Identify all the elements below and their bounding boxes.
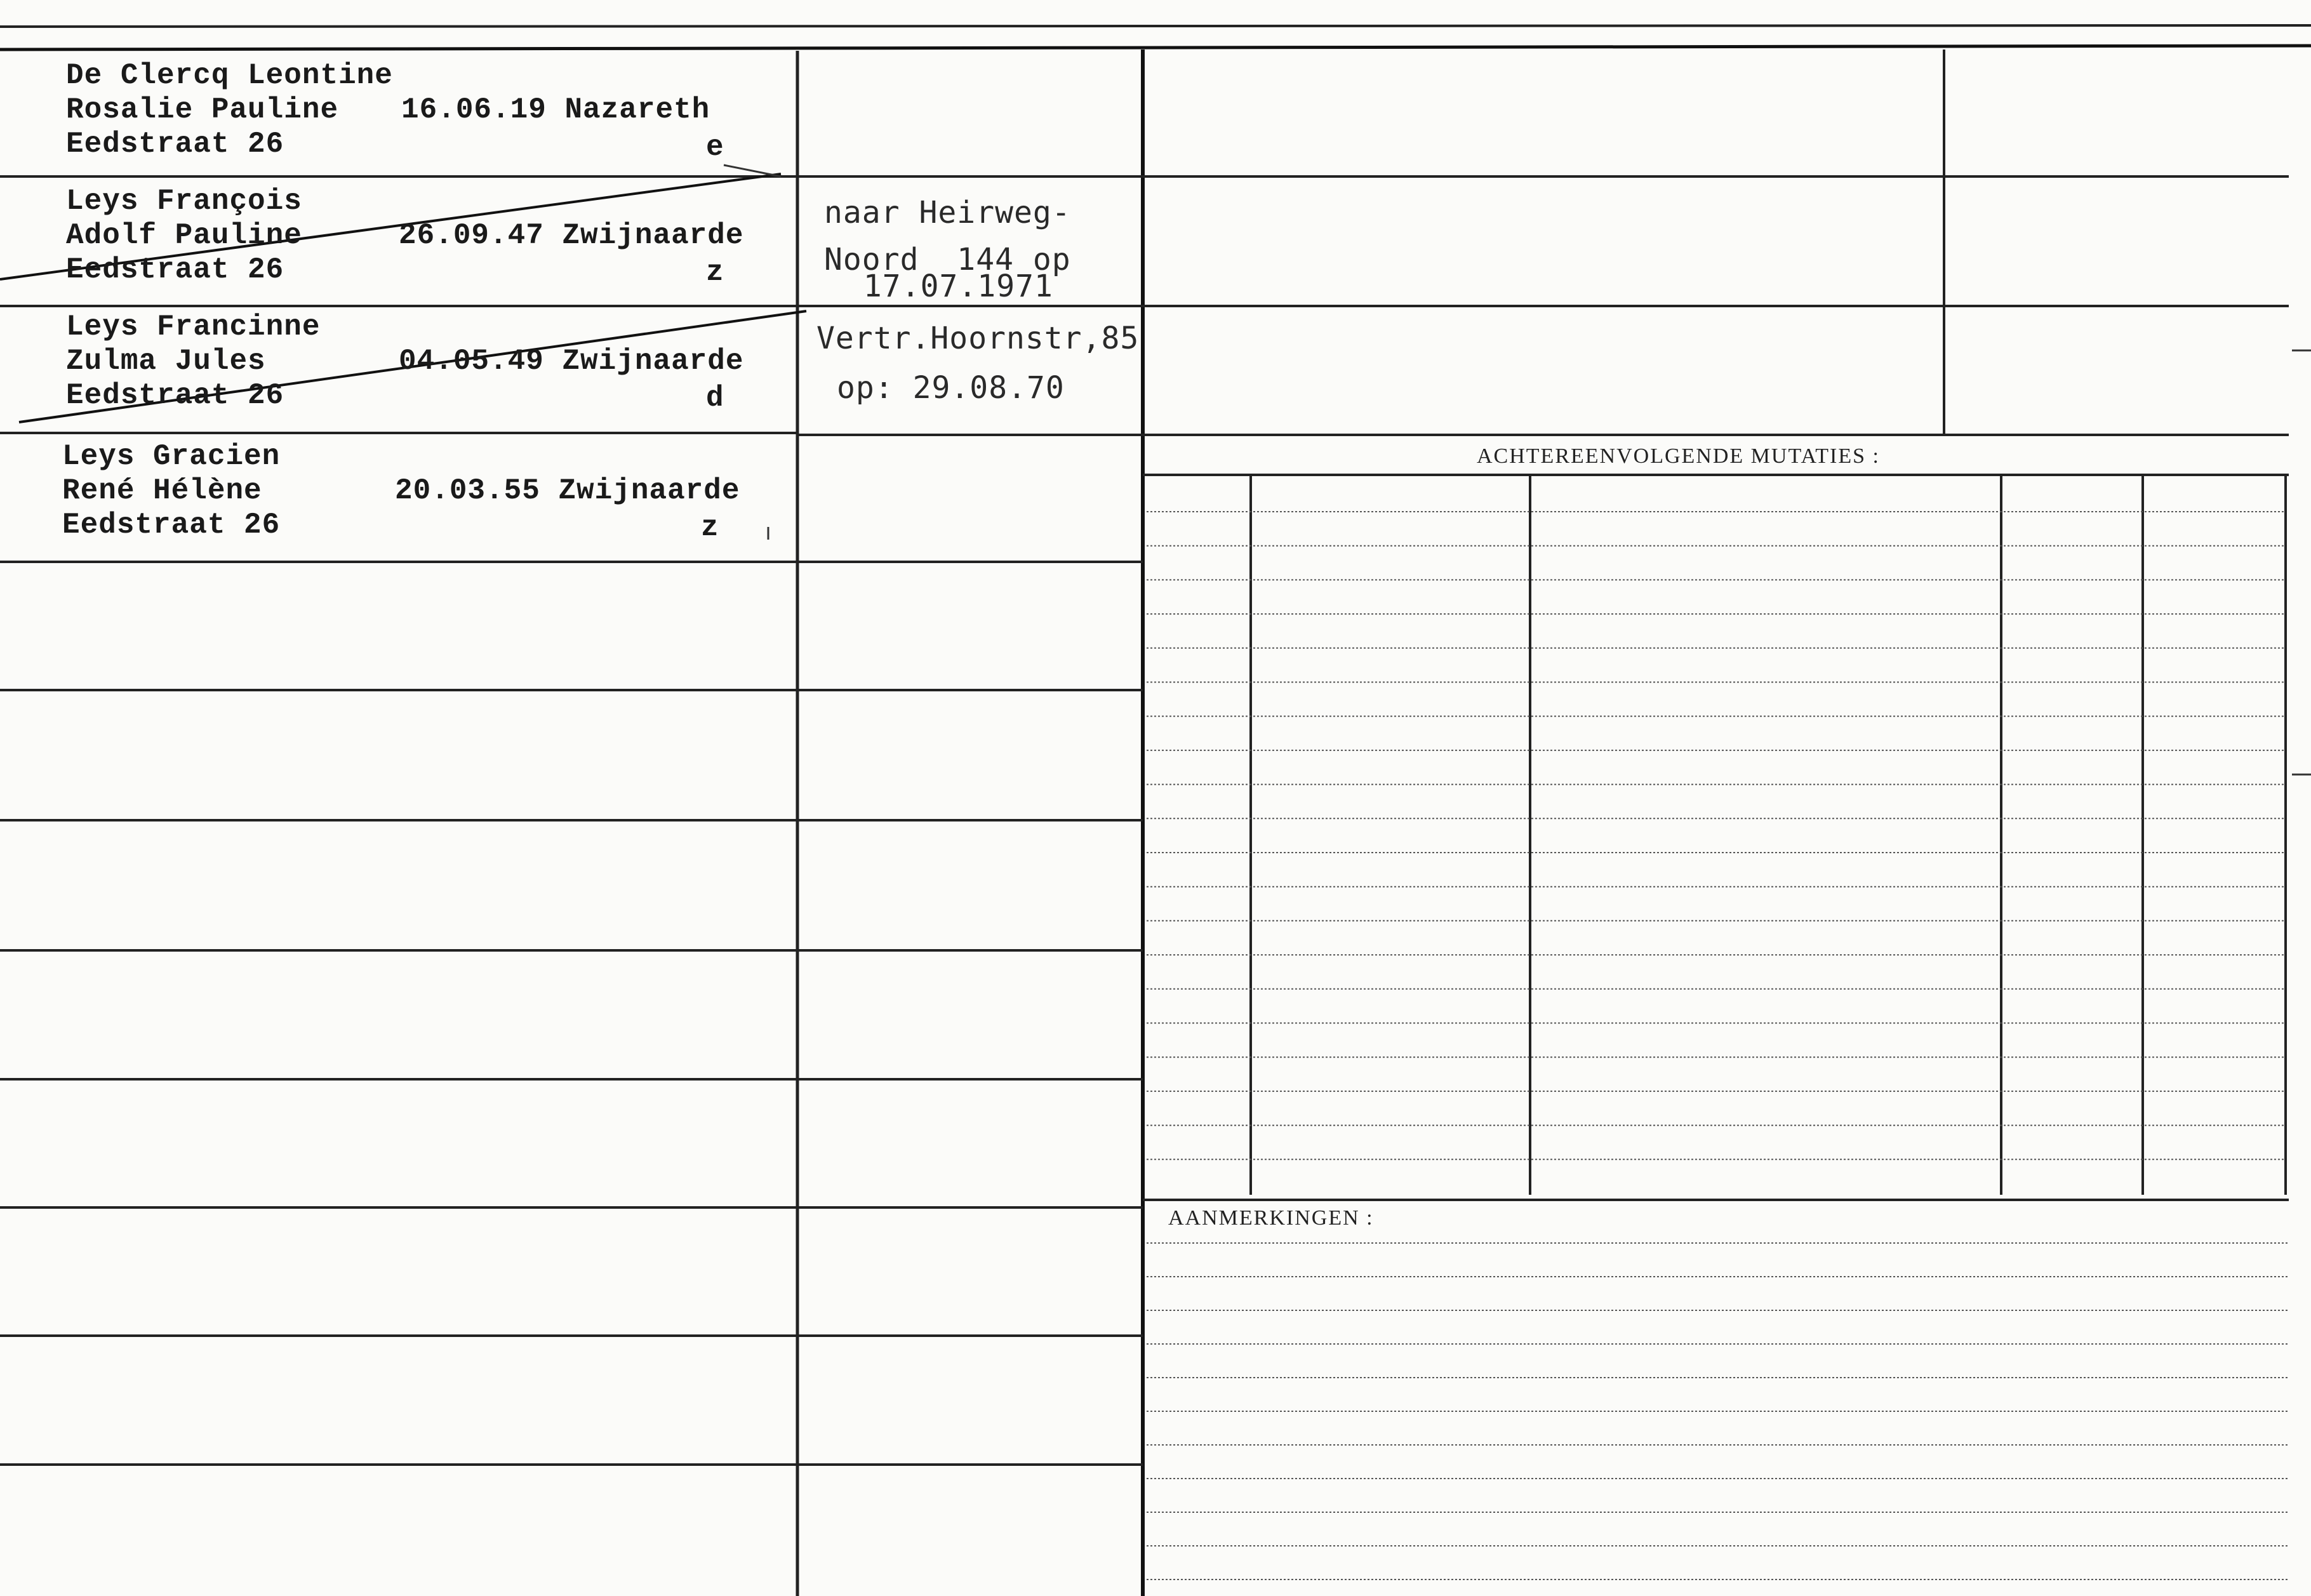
person-address: Eedstraat 26 — [66, 253, 284, 286]
remarks-heading: AANMERKINGEN : — [1168, 1206, 1374, 1230]
move-line: op: 29.08.70 — [837, 370, 1065, 406]
person-code: z — [701, 511, 719, 544]
move-line: naar Heirweg- — [824, 195, 1071, 230]
person-code: d — [706, 382, 724, 415]
person-given-names: Rosalie Pauline — [66, 93, 339, 126]
person-name: Leys Francinne — [66, 310, 321, 343]
person-given-names: Adolf Pauline — [66, 219, 302, 252]
person-code: z — [706, 256, 724, 289]
person-birth: 20.03.55 Zwijnaarde — [395, 474, 740, 507]
person-birth: 26.09.47 Zwijnaarde — [399, 219, 744, 252]
person-name: Leys Gracien — [62, 440, 281, 473]
person-address: Eedstraat 26 — [66, 128, 284, 161]
person-birth: 04.05.49 Zwijnaarde — [399, 345, 744, 378]
person-name: De Clercq Leontine — [66, 59, 393, 92]
person-birth: 16.06.19 Nazareth — [401, 93, 710, 126]
person-name: Leys François — [66, 185, 302, 218]
person-code: e — [706, 131, 724, 164]
person-address: Eedstraat 26 — [66, 379, 284, 412]
person-address: Eedstraat 26 — [62, 509, 281, 542]
move-line: Vertr.Hoornstr,85 — [816, 321, 1140, 356]
move-line: 17.07.1971 — [844, 269, 1053, 304]
person-given-names: Zulma Jules — [66, 345, 266, 378]
move-line: Noord 144 op — [824, 242, 1071, 277]
person-given-names: René Hélène — [62, 474, 262, 507]
mutations-heading: ACHTEREENVOLGENDE MUTATIES : — [1477, 444, 1880, 468]
